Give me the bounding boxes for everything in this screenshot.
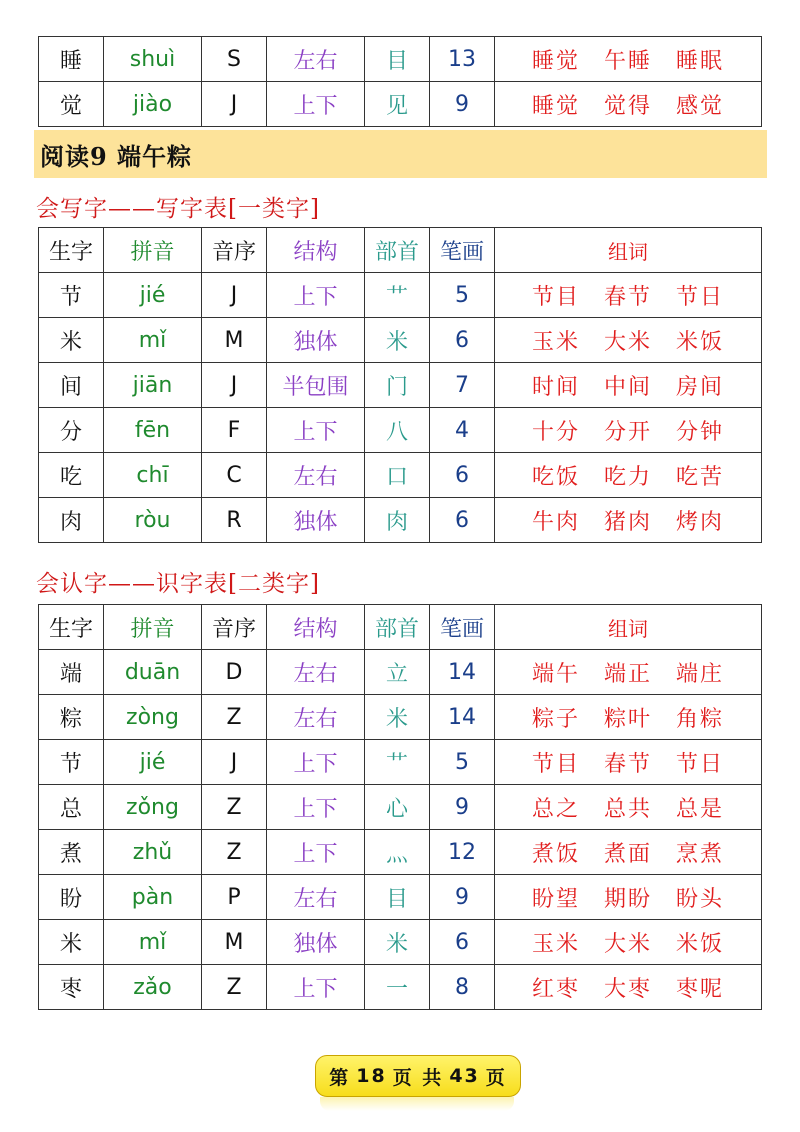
radical-cell: 口 <box>365 453 430 498</box>
strokes-cell: 5 <box>430 273 495 318</box>
pinyin-cell: zǒng <box>104 785 202 830</box>
character-cell: 节 <box>39 273 104 318</box>
word-item: 时间 <box>531 374 580 400</box>
structure-cell: 上下 <box>267 785 365 830</box>
structure-cell: 独体 <box>267 920 365 965</box>
recognize-section-title: 会认字——识字表[二类字] <box>36 571 320 597</box>
strokes-cell: 14 <box>430 650 495 695</box>
radical-cell: 肉 <box>365 498 430 543</box>
radical-cell: 米 <box>365 318 430 363</box>
words-cell <box>495 965 762 1010</box>
radical-cell: 米 <box>365 920 430 965</box>
structure-cell: 独体 <box>267 318 365 363</box>
word-item: 玉米 <box>531 329 580 355</box>
table-row <box>39 408 762 453</box>
pinyin-cell: ròu <box>104 498 202 543</box>
table-row <box>39 453 762 498</box>
initial-cell: J <box>202 740 267 785</box>
header-char: 生字 <box>39 228 104 273</box>
pinyin-cell: shuì <box>104 37 202 82</box>
word-item: 角粽 <box>676 706 725 732</box>
table-row <box>39 920 762 965</box>
word-item: 睡眠 <box>676 48 725 74</box>
strokes-cell: 9 <box>430 875 495 920</box>
radical-cell: 一 <box>365 965 430 1010</box>
strokes-cell: 12 <box>430 830 495 875</box>
pinyin-cell: chī <box>104 453 202 498</box>
structure-cell: 左右 <box>267 695 365 740</box>
radical-cell: 门 <box>365 363 430 408</box>
word-item: 节目 <box>531 284 580 310</box>
words-cell <box>495 785 762 830</box>
structure-cell: 上下 <box>267 830 365 875</box>
word-item: 十分 <box>531 419 580 445</box>
pinyin-cell: fēn <box>104 408 202 453</box>
table-row <box>39 695 762 740</box>
word-item: 节目 <box>531 751 580 777</box>
word-item: 枣呢 <box>676 976 725 1002</box>
word-item: 米饭 <box>676 329 725 355</box>
word-item: 分钟 <box>676 419 725 445</box>
structure-cell: 上下 <box>267 82 365 127</box>
initial-cell: F <box>202 408 267 453</box>
radical-cell: 米 <box>365 695 430 740</box>
pinyin-cell: zhǔ <box>104 830 202 875</box>
pinyin-cell: mǐ <box>104 318 202 363</box>
word-item: 大枣 <box>603 976 652 1002</box>
character-cell: 睡 <box>39 37 104 82</box>
word-item: 烹煮 <box>676 841 725 867</box>
header-words: 组词 <box>495 605 762 650</box>
write-section-title: 会写字——写字表[一类字] <box>36 196 320 222</box>
word-item: 烤肉 <box>676 509 725 535</box>
word-item: 春节 <box>603 284 652 310</box>
character-cell: 肉 <box>39 498 104 543</box>
words-cell <box>495 363 762 408</box>
total-page-number: 43 <box>449 1065 480 1087</box>
page-number-badge <box>315 1055 521 1097</box>
header-structure: 结构 <box>267 228 365 273</box>
character-cell: 吃 <box>39 453 104 498</box>
initial-cell: R <box>202 498 267 543</box>
character-cell: 端 <box>39 650 104 695</box>
character-cell: 总 <box>39 785 104 830</box>
strokes-cell: 6 <box>430 498 495 543</box>
word-item: 粽子 <box>531 706 580 732</box>
radical-cell: 八 <box>365 408 430 453</box>
header-strokes: 笔画 <box>430 605 495 650</box>
character-cell: 枣 <box>39 965 104 1010</box>
pinyin-cell: jié <box>104 273 202 318</box>
radical-cell: 心 <box>365 785 430 830</box>
word-item: 煮饭 <box>531 841 580 867</box>
pinyin-cell: jié <box>104 740 202 785</box>
strokes-cell: 9 <box>430 82 495 127</box>
header-char: 生字 <box>39 605 104 650</box>
pinyin-cell: mǐ <box>104 920 202 965</box>
word-item: 煮面 <box>603 841 652 867</box>
character-cell: 米 <box>39 318 104 363</box>
radical-cell: 目 <box>365 875 430 920</box>
initial-cell: Z <box>202 830 267 875</box>
table-row <box>39 498 762 543</box>
word-item: 房间 <box>676 374 725 400</box>
words-cell <box>495 37 762 82</box>
word-item: 大米 <box>603 931 652 957</box>
word-item: 中间 <box>603 374 652 400</box>
pinyin-cell: jiào <box>104 82 202 127</box>
initial-cell: M <box>202 920 267 965</box>
word-item: 节日 <box>676 284 725 310</box>
page-middle-text: 页 共 <box>392 1066 444 1089</box>
word-item: 牛肉 <box>531 509 580 535</box>
table-row <box>39 875 762 920</box>
pinyin-cell: pàn <box>104 875 202 920</box>
words-cell <box>495 273 762 318</box>
table-row <box>39 318 762 363</box>
word-item: 总共 <box>603 796 652 822</box>
lesson-title: 阅读9 端午粽 <box>40 141 193 171</box>
initial-cell: D <box>202 650 267 695</box>
initial-cell: M <box>202 318 267 363</box>
initial-cell: Z <box>202 695 267 740</box>
word-item: 盼头 <box>676 886 725 912</box>
table-row <box>39 740 762 785</box>
structure-cell: 左右 <box>267 453 365 498</box>
strokes-cell: 14 <box>430 695 495 740</box>
word-item: 吃力 <box>603 464 652 490</box>
character-cell: 觉 <box>39 82 104 127</box>
word-item: 大米 <box>603 329 652 355</box>
write-character-table <box>38 227 762 543</box>
word-item: 粽叶 <box>603 706 652 732</box>
words-cell <box>495 920 762 965</box>
table-row <box>39 650 762 695</box>
strokes-cell: 6 <box>430 318 495 363</box>
word-item: 红枣 <box>531 976 580 1002</box>
pinyin-cell: duān <box>104 650 202 695</box>
radical-cell: 艹 <box>365 740 430 785</box>
strokes-cell: 5 <box>430 740 495 785</box>
structure-cell: 上下 <box>267 740 365 785</box>
page-prefix: 第 <box>329 1066 351 1089</box>
structure-cell: 上下 <box>267 408 365 453</box>
table-row <box>39 965 762 1010</box>
character-cell: 米 <box>39 920 104 965</box>
character-cell: 分 <box>39 408 104 453</box>
recognize-character-table <box>38 604 762 1010</box>
word-item: 节日 <box>676 751 725 777</box>
word-item: 猪肉 <box>603 509 652 535</box>
initial-cell: Z <box>202 785 267 830</box>
structure-cell: 左右 <box>267 37 365 82</box>
word-item: 睡觉 <box>531 48 580 74</box>
strokes-cell: 9 <box>430 785 495 830</box>
table-row <box>39 830 762 875</box>
initial-cell: C <box>202 453 267 498</box>
character-cell: 粽 <box>39 695 104 740</box>
header-radical: 部首 <box>365 605 430 650</box>
word-item: 盼望 <box>531 886 580 912</box>
word-item: 总是 <box>676 796 725 822</box>
structure-cell: 上下 <box>267 965 365 1010</box>
words-cell <box>495 82 762 127</box>
continued-character-table <box>38 36 762 127</box>
word-item: 分开 <box>603 419 652 445</box>
pinyin-cell: zǎo <box>104 965 202 1010</box>
header-words: 组词 <box>495 228 762 273</box>
word-item: 玉米 <box>531 931 580 957</box>
strokes-cell: 6 <box>430 920 495 965</box>
radical-cell: 艹 <box>365 273 430 318</box>
structure-cell: 左右 <box>267 650 365 695</box>
word-item: 感觉 <box>676 93 725 119</box>
structure-cell: 左右 <box>267 875 365 920</box>
word-item: 午睡 <box>603 48 652 74</box>
radical-cell: 立 <box>365 650 430 695</box>
word-item: 吃苦 <box>676 464 725 490</box>
header-pinyin: 拼音 <box>104 228 202 273</box>
structure-cell: 半包围 <box>267 363 365 408</box>
initial-cell: Z <box>202 965 267 1010</box>
structure-cell: 上下 <box>267 273 365 318</box>
character-cell: 间 <box>39 363 104 408</box>
word-item: 期盼 <box>603 886 652 912</box>
header-pinyin: 拼音 <box>104 605 202 650</box>
header-initial: 音序 <box>202 228 267 273</box>
word-item: 觉得 <box>603 93 652 119</box>
words-cell <box>495 498 762 543</box>
table-row <box>39 785 762 830</box>
word-item: 总之 <box>531 796 580 822</box>
header-structure: 结构 <box>267 605 365 650</box>
words-cell <box>495 650 762 695</box>
word-item: 端正 <box>603 661 652 687</box>
word-item: 睡觉 <box>531 93 580 119</box>
strokes-cell: 13 <box>430 37 495 82</box>
strokes-cell: 8 <box>430 965 495 1010</box>
strokes-cell: 7 <box>430 363 495 408</box>
words-cell <box>495 695 762 740</box>
table-row <box>39 82 762 127</box>
header-radical: 部首 <box>365 228 430 273</box>
character-cell: 节 <box>39 740 104 785</box>
words-cell <box>495 408 762 453</box>
initial-cell: J <box>202 363 267 408</box>
character-cell: 煮 <box>39 830 104 875</box>
word-item: 春节 <box>603 751 652 777</box>
word-item: 端午 <box>531 661 580 687</box>
initial-cell: S <box>202 37 267 82</box>
words-cell <box>495 740 762 785</box>
pinyin-cell: jiān <box>104 363 202 408</box>
word-item: 端庄 <box>676 661 725 687</box>
table-header-row <box>39 228 762 273</box>
page-badge-reflection <box>320 1097 514 1111</box>
radical-cell: 见 <box>365 82 430 127</box>
initial-cell: P <box>202 875 267 920</box>
radical-cell: 灬 <box>365 830 430 875</box>
strokes-cell: 4 <box>430 408 495 453</box>
page-suffix: 页 <box>485 1066 507 1089</box>
header-initial: 音序 <box>202 605 267 650</box>
table-row <box>39 37 762 82</box>
current-page-number: 18 <box>356 1065 387 1087</box>
words-cell <box>495 875 762 920</box>
initial-cell: J <box>202 273 267 318</box>
header-strokes: 笔画 <box>430 228 495 273</box>
initial-cell: J <box>202 82 267 127</box>
words-cell <box>495 830 762 875</box>
structure-cell: 独体 <box>267 498 365 543</box>
word-item: 米饭 <box>676 931 725 957</box>
word-item: 吃饭 <box>531 464 580 490</box>
words-cell <box>495 318 762 363</box>
table-header-row <box>39 605 762 650</box>
radical-cell: 目 <box>365 37 430 82</box>
strokes-cell: 6 <box>430 453 495 498</box>
lesson-title-banner <box>34 130 767 178</box>
character-cell: 盼 <box>39 875 104 920</box>
table-row <box>39 363 762 408</box>
words-cell <box>495 453 762 498</box>
pinyin-cell: zòng <box>104 695 202 740</box>
table-row <box>39 273 762 318</box>
